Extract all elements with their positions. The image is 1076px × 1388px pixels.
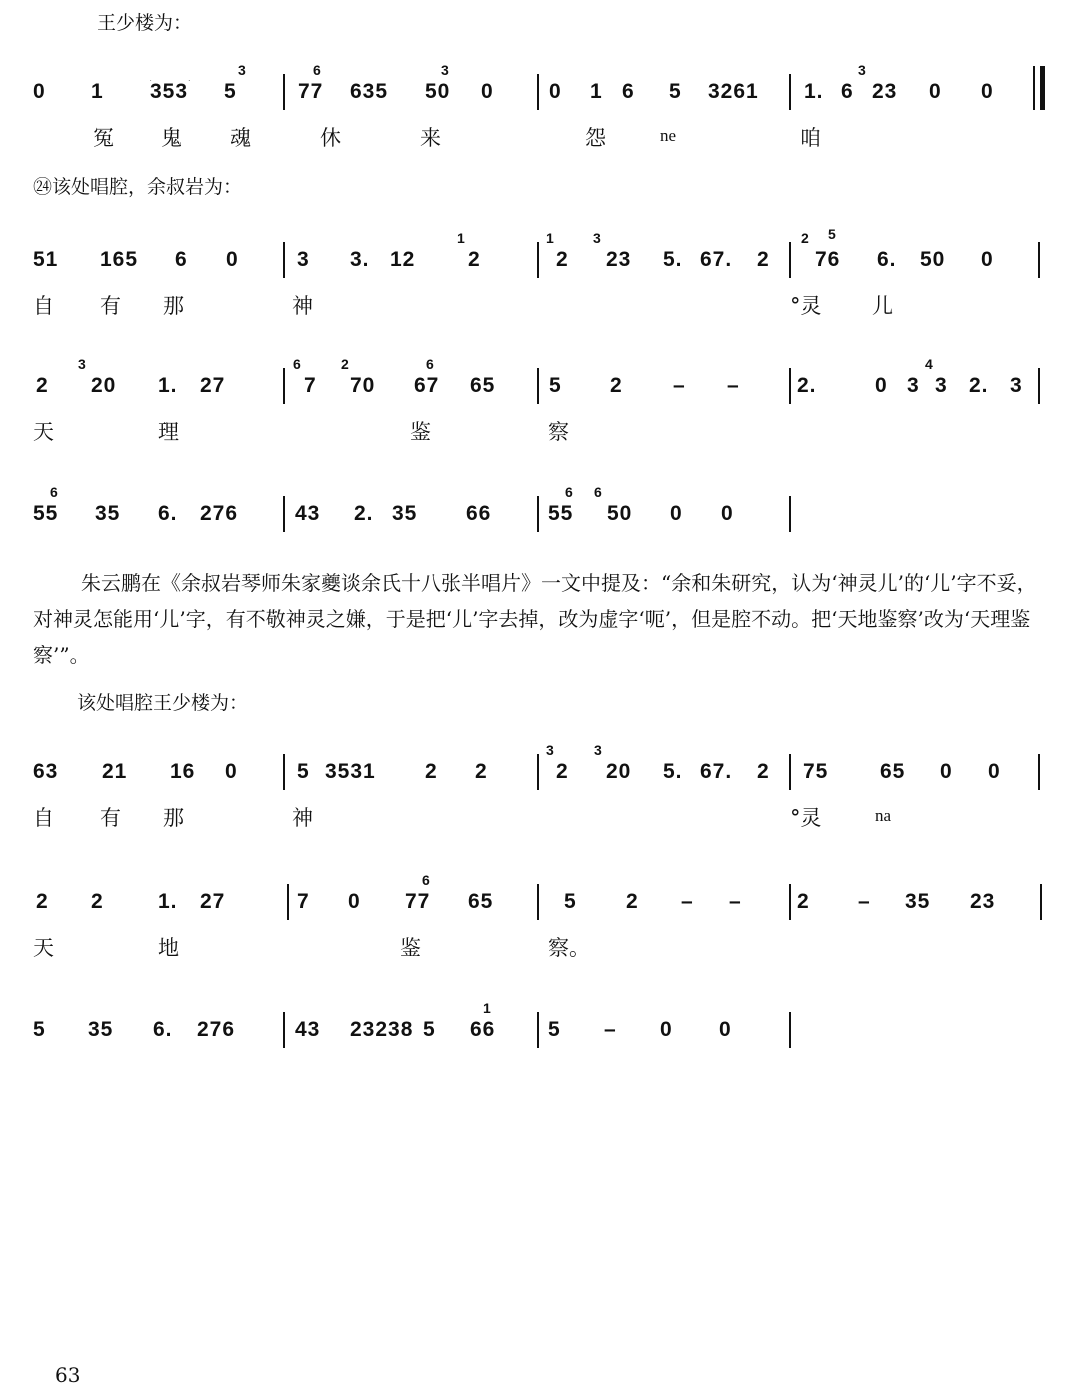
- barline: [537, 754, 539, 790]
- lyric: 察: [548, 420, 569, 444]
- barline: [283, 754, 285, 790]
- grace-note: 4: [925, 356, 934, 372]
- note: 1.: [158, 890, 178, 913]
- note: –: [673, 374, 686, 397]
- note: 0: [940, 760, 953, 783]
- lyric: 有: [100, 294, 121, 318]
- note: 65: [880, 760, 906, 783]
- note: 23: [970, 890, 996, 913]
- lyric: ne: [660, 126, 677, 145]
- barline: [789, 368, 791, 404]
- note: 165: [100, 248, 139, 271]
- grace-note: 3: [546, 742, 555, 758]
- grace-note: 6: [422, 872, 431, 888]
- note: 5: [423, 1018, 436, 1041]
- note: 5: [548, 1018, 561, 1041]
- note: 20: [91, 374, 117, 397]
- barline: [283, 368, 285, 404]
- barline: [283, 1012, 285, 1048]
- lyric: 那: [163, 806, 184, 830]
- notes-row: [0, 872, 1076, 930]
- note: 353: [150, 80, 189, 103]
- note: 7: [297, 890, 310, 913]
- barline: [283, 242, 285, 278]
- note: 75: [803, 760, 829, 783]
- note: 3: [935, 374, 948, 397]
- note: 5: [564, 890, 577, 913]
- note: 0: [981, 80, 994, 103]
- barline: [537, 884, 539, 920]
- note: 3531: [325, 760, 376, 783]
- note: 2: [757, 248, 770, 271]
- note: 2: [556, 760, 569, 783]
- note: 65: [470, 374, 496, 397]
- note: 6.: [158, 502, 178, 525]
- note: 43: [295, 1018, 321, 1041]
- note: 2.: [969, 374, 989, 397]
- grace-note: 3: [593, 230, 602, 246]
- note: 1: [91, 80, 104, 103]
- grace-note: 3: [238, 62, 247, 78]
- lyric: 有: [100, 806, 121, 830]
- lyric: 天: [33, 420, 54, 444]
- note: 3: [907, 374, 920, 397]
- notes-row: [0, 1000, 1076, 1058]
- section-label-wang-2: 该处唱腔王少楼为：: [77, 692, 249, 714]
- barline: [1038, 368, 1040, 404]
- commentary-paragraph: 朱云鹏在《余叔岩琴师朱家夔谈余氏十八张半唱片》一文中提及：“余和朱研究，认为‘神灵儿’的‘儿’字不妥，对神灵怎能用‘儿’字，有不敬神灵之嫌，于是把‘儿’字去掉，改为虚字‘呃’，但是腔不动。把‘天地鉴察’改为‘天理鉴察’”。: [33, 571, 1037, 667]
- lyric: 儿: [872, 294, 893, 318]
- grace-note: 3: [858, 62, 867, 78]
- note: 35: [905, 890, 931, 913]
- note: 2: [797, 890, 810, 913]
- note: 77: [298, 80, 324, 103]
- grace-note: 1: [457, 230, 466, 246]
- barline: [1038, 754, 1040, 790]
- note: 67: [414, 374, 440, 397]
- lyric: 鉴: [410, 420, 431, 444]
- lyrics-row: [0, 416, 1076, 446]
- note: 3261: [708, 80, 759, 103]
- grace-note: 6: [426, 356, 435, 372]
- note: 5: [297, 760, 310, 783]
- lyric: 神: [292, 806, 313, 830]
- grace-note: 2: [801, 230, 810, 246]
- note: 5: [669, 80, 682, 103]
- note: 0: [549, 80, 562, 103]
- lyric: °灵: [790, 294, 822, 318]
- barline: [537, 1012, 539, 1048]
- note: 43: [295, 502, 321, 525]
- note: 6.: [153, 1018, 173, 1041]
- note: 2: [610, 374, 623, 397]
- note: 6: [841, 80, 854, 103]
- barline: [789, 754, 791, 790]
- lyric: 怨: [585, 126, 606, 150]
- note: 5: [224, 80, 237, 103]
- page-number: 63: [55, 1363, 81, 1387]
- note: 0: [660, 1018, 673, 1041]
- note: –: [604, 1018, 617, 1041]
- note: 23: [606, 248, 632, 271]
- grace-note: 3: [594, 742, 603, 758]
- barline: [537, 496, 539, 532]
- note: 50: [920, 248, 946, 271]
- notes-row: [0, 62, 1076, 120]
- note: 1.: [158, 374, 178, 397]
- notes-row: [0, 742, 1076, 800]
- grace-note: 6: [594, 484, 603, 500]
- note: 2: [556, 248, 569, 271]
- note: 50: [607, 502, 633, 525]
- lyric: 休: [320, 126, 341, 150]
- barline: [789, 74, 791, 110]
- note: 67.: [700, 760, 733, 783]
- note: –: [729, 890, 742, 913]
- grace-note: 6: [50, 484, 59, 500]
- note: 0: [670, 502, 683, 525]
- note: 2.: [354, 502, 374, 525]
- note: 0: [988, 760, 1001, 783]
- note: 7: [304, 374, 317, 397]
- lyric: 鬼: [161, 126, 182, 150]
- note: 55: [548, 502, 574, 525]
- lyric: 自: [33, 294, 54, 318]
- note: 276: [197, 1018, 236, 1041]
- note: 3: [297, 248, 310, 271]
- lyric: 鉴: [400, 936, 421, 960]
- note: 35: [392, 502, 418, 525]
- barline: [287, 884, 289, 920]
- note: 0: [225, 760, 238, 783]
- grace-note: 1: [483, 1000, 492, 1016]
- note: 6.: [877, 248, 897, 271]
- grace-note: 6: [293, 356, 302, 372]
- notes-row: [0, 356, 1076, 414]
- note: –: [681, 890, 694, 913]
- note: 1.: [804, 80, 824, 103]
- note: 67.: [700, 248, 733, 271]
- note: 635: [350, 80, 389, 103]
- barline: [789, 242, 791, 278]
- lyrics-row: [0, 802, 1076, 832]
- note: 2: [475, 760, 488, 783]
- lyric: °灵: [790, 806, 822, 830]
- note: 27: [200, 374, 226, 397]
- barline: [789, 1012, 791, 1048]
- lyrics-row: [0, 932, 1076, 962]
- grace-note: 6: [313, 62, 322, 78]
- note: 2: [36, 890, 49, 913]
- lyric: 察。: [548, 936, 590, 960]
- lyric: 理: [158, 420, 179, 444]
- note: 2: [91, 890, 104, 913]
- note: 66: [466, 502, 492, 525]
- lyric: 咱: [800, 126, 821, 150]
- note: 65: [468, 890, 494, 913]
- note: 2: [468, 248, 481, 271]
- barline: [283, 74, 285, 110]
- lyric: 冤: [93, 126, 114, 150]
- note: 0: [719, 1018, 732, 1041]
- note: 2: [626, 890, 639, 913]
- note: 3.: [350, 248, 370, 271]
- note: 66: [470, 1018, 496, 1041]
- barline: [789, 496, 791, 532]
- lyric: 那: [163, 294, 184, 318]
- section-label-wang-1: 王少楼为：: [97, 12, 193, 34]
- note: 76: [815, 248, 841, 271]
- grace-note: 3: [441, 62, 450, 78]
- note: 0: [929, 80, 942, 103]
- note: 55: [33, 502, 59, 525]
- note: 3: [1010, 374, 1023, 397]
- lyric: na: [875, 806, 892, 825]
- note: 2: [36, 374, 49, 397]
- barline: [537, 74, 539, 110]
- section-label-note-24: ㉔该处唱腔，余叔岩为：: [33, 176, 243, 198]
- note: 0: [33, 80, 46, 103]
- grace-note: 3: [78, 356, 87, 372]
- note: 16: [170, 760, 196, 783]
- barline: [537, 368, 539, 404]
- note: 2: [757, 760, 770, 783]
- note: 12: [390, 248, 416, 271]
- note: 35: [88, 1018, 114, 1041]
- note: 21: [102, 760, 128, 783]
- notes-row: [0, 484, 1076, 542]
- note: 276: [200, 502, 239, 525]
- barline: [789, 884, 791, 920]
- grace-note: 6: [565, 484, 574, 500]
- note: 1: [590, 80, 603, 103]
- lyric: 自: [33, 806, 54, 830]
- note: 70: [350, 374, 376, 397]
- note: 6: [175, 248, 188, 271]
- grace-note: 1: [546, 230, 555, 246]
- note: 20: [606, 760, 632, 783]
- barline: [1038, 242, 1040, 278]
- note: 50: [425, 80, 451, 103]
- note: –: [858, 890, 871, 913]
- note: 23238: [350, 1018, 414, 1041]
- lyric: 天: [33, 936, 54, 960]
- lyric: 神: [292, 294, 313, 318]
- note: 5.: [663, 760, 683, 783]
- note: 0: [721, 502, 734, 525]
- note: 5: [33, 1018, 46, 1041]
- note: 35: [95, 502, 121, 525]
- note: 0: [481, 80, 494, 103]
- note: 2: [425, 760, 438, 783]
- note: 0: [981, 248, 994, 271]
- note: 2.: [797, 374, 817, 397]
- note: 63: [33, 760, 59, 783]
- final-barline: [1033, 66, 1045, 110]
- lyric: 魂: [230, 126, 251, 150]
- note: 6: [622, 80, 635, 103]
- grace-note: 2: [341, 356, 350, 372]
- grace-note: 5: [828, 226, 837, 242]
- note: 27: [200, 890, 226, 913]
- note: 5.: [663, 248, 683, 271]
- lyrics-row: [0, 290, 1076, 320]
- note: 77: [405, 890, 431, 913]
- lyric: 来: [420, 126, 441, 150]
- note: –: [727, 374, 740, 397]
- barline: [283, 496, 285, 532]
- note: 0: [226, 248, 239, 271]
- notes-row: [0, 226, 1076, 288]
- note: 51: [33, 248, 59, 271]
- note: 23: [872, 80, 898, 103]
- barline: [1040, 884, 1042, 920]
- note: 5: [549, 374, 562, 397]
- note: 0: [348, 890, 361, 913]
- barline: [537, 242, 539, 278]
- lyric: 地: [158, 936, 179, 960]
- lyrics-row: [0, 122, 1076, 152]
- note: 0: [875, 374, 888, 397]
